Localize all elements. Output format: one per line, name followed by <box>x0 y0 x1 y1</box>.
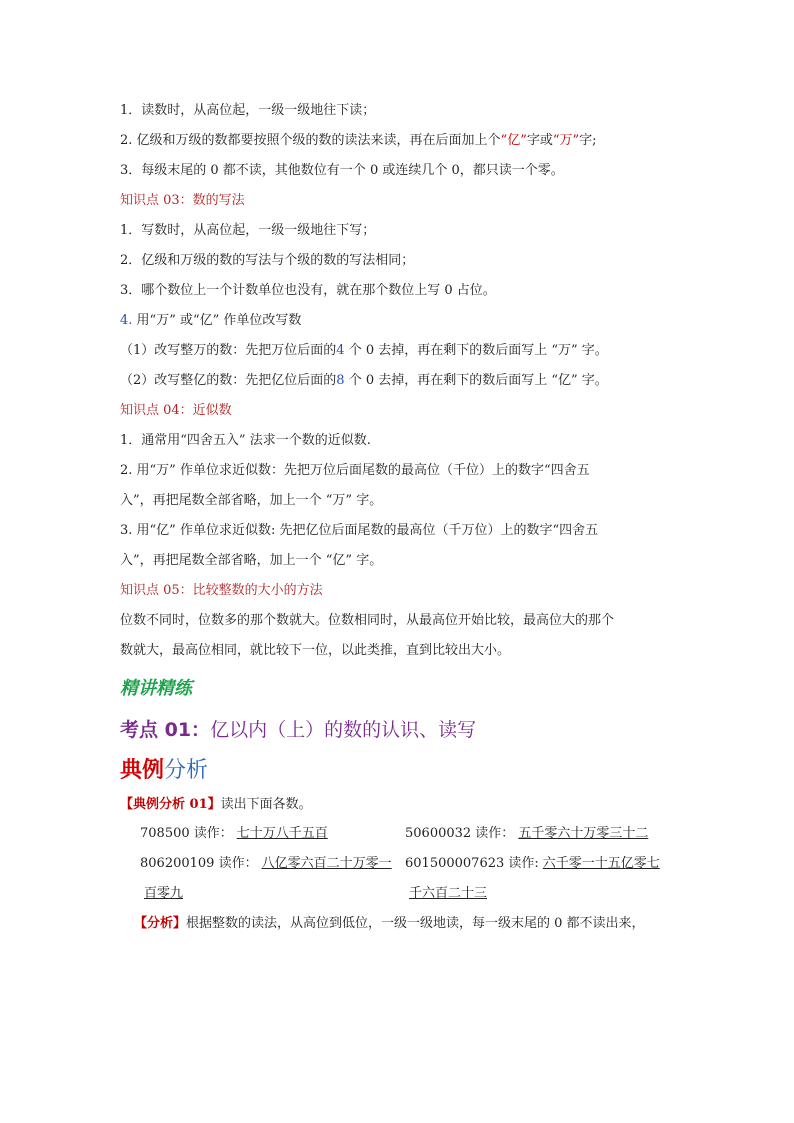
writing-rule-1: 1．写数时，从高位起，一级一级地往下写； <box>120 223 376 238</box>
example-item-4: 601500007623 读作: 六千零一十五亿零七 <box>405 849 664 879</box>
approx-rule-2-line-1: 2. 用“万” 作单位求近似数：先把万位后面尾数的最高位（千位）上的数字“四舍五 <box>120 463 590 478</box>
answer-2: 五千零六十万零三十二 <box>518 826 649 841</box>
approx-rule-2-line-2: 入”，再把尾数全部省略，加上一个 “万” 字。 <box>120 493 383 508</box>
approx-rule-1: 1．通常用“四舍五入” 法求一个数的近似数. <box>120 433 371 448</box>
reading-rule-2: 2. 亿级和万级的数都要按照个级的数的读法来读，再在后面加上个“亿”字或“万”字; <box>120 133 597 148</box>
example-title: 【典例分析 01】读出下面各数。 <box>120 797 312 812</box>
answer-4: 六千零一十五亿零七 <box>542 856 660 871</box>
reading-rule-1: 1．读数时，从高位起，一级一级地往下读； <box>120 103 376 118</box>
compare-rule-line-1: 位数不同时，位数多的那个数就大。位数相同时，从最高位开始比较，最高位大的那个 <box>120 613 615 628</box>
example-row-2 <box>120 849 690 879</box>
example-row-1 <box>120 819 690 849</box>
example-item-1: 708500 读作： 七十万八千五百 <box>140 819 332 849</box>
knowledge-point-05-title: 知识点 05：比较整数的大小的方法 <box>120 583 323 598</box>
analysis-line: 【分析】根据整数的读法，从高位到低位，一级一级地读，每一级末尾的 0 都不读出来， <box>134 916 645 931</box>
writing-subrule-1: （1）改写整万的数：先把万位后面的4 个 0 去掉，再在剩下的数后面写上 “万” 字。 <box>120 343 608 358</box>
knowledge-point-04-title: 知识点 04：近似数 <box>120 403 232 418</box>
kaodian-heading: 考点 01：亿以内（上）的数的认识、读写 <box>120 719 477 741</box>
example-item-3: 806200109 读作： 八亿零六百二十万零一 <box>140 849 396 879</box>
answer-3-cont: 百零九 <box>144 886 184 901</box>
writing-rule-4: 4. 用“万” 或“亿” 作单位改写数 <box>120 313 302 328</box>
example-row-3 <box>120 879 690 909</box>
answer-3: 八亿零六百二十万零一 <box>261 856 392 871</box>
writing-rule-2: 2．亿级和万级的数的写法与个级的数的写法相同； <box>120 253 415 268</box>
compare-rule-line-2: 数就大，最高位相同，就比较下一位，以此类推，直到比较出大小。 <box>120 643 511 658</box>
approx-rule-3-line-1: 3. 用“亿” 作单位求近似数: 先把亿位后面尾数的最高位（千万位）上的数字“四舍五 <box>120 523 599 538</box>
yi-quote: “亿” <box>500 133 527 148</box>
wan-quote: “万” <box>552 133 580 148</box>
approx-rule-3-line-2: 入”，再把尾数全部省略，加上一个 “亿” 字。 <box>120 553 383 568</box>
answer-1: 七十万八千五百 <box>236 826 328 841</box>
example-item-2: 50600032 读作： 五千零六十万零三十二 <box>405 819 652 849</box>
writing-subrule-2: （2）改写整亿的数：先把亿位后面的8 个 0 去掉，再在剩下的数后面写上 “亿” 字。 <box>120 373 608 388</box>
example-analysis-heading: 典例分析 <box>120 757 209 783</box>
knowledge-point-03-title: 知识点 03：数的写法 <box>120 193 245 208</box>
reading-rule-3: 3．每级末尾的 0 都不读，其他数位有一个 0 或连续几个 0，都只读一个零。 <box>120 163 564 178</box>
answer-4-cont: 千六百二十三 <box>409 886 488 901</box>
section-heading-jingjiang: 精讲精练 <box>120 678 192 699</box>
writing-rule-3: 3．哪个数位上一个计数单位也没有，就在那个数位上写 0 占位。 <box>120 283 496 298</box>
document-page <box>120 96 690 939</box>
